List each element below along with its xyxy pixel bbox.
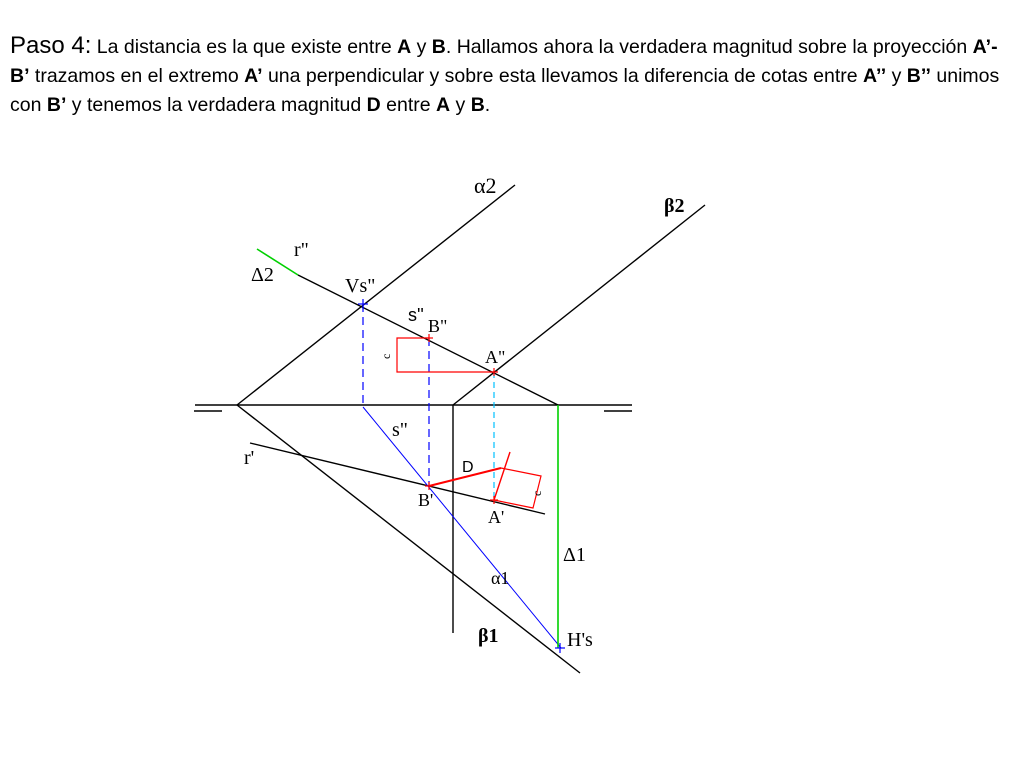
label-r2: r": [294, 239, 309, 261]
step-title: Paso 4: [10, 32, 85, 59]
label-D: D: [462, 459, 474, 476]
label-A1: A': [488, 507, 505, 527]
label-beta1: β1: [478, 625, 499, 647]
label-B2: B": [428, 316, 448, 336]
height-difference-bracket-low: [494, 468, 541, 508]
label-c-low: c: [530, 490, 544, 496]
label-Vs2: Vs": [345, 275, 376, 297]
alpha1-trace: [237, 405, 580, 673]
height-difference-bracket-top: [397, 338, 494, 372]
label-delta2: Δ2: [251, 264, 274, 286]
label-c-top: c: [379, 353, 393, 359]
label-B1: B': [418, 490, 434, 510]
label-delta1: Δ1: [563, 544, 586, 566]
label-s2-top: s'': [408, 305, 424, 325]
instruction-text: Paso 4: La distancia es la que existe entre A y B. Hallamos ahora la verdadera magnitud sobre la proyección A’-B’ trazamos en el extremo A’ una perpendicular y sobre esta llevamos la diferencia de cotas entre A’’ y B’’ unimos con B’ y tenemos la verdadera magnitud D entre A y B.: [10, 32, 1000, 116]
beta2-trace: [453, 205, 705, 405]
label-alpha2: α2: [474, 173, 497, 198]
label-r1: r': [244, 447, 255, 469]
perpendicular-at-A1: [494, 452, 510, 500]
label-beta2: β2: [664, 195, 685, 217]
r2-line: [298, 275, 558, 405]
point-Hs: [555, 643, 565, 653]
label-s2-low: s": [392, 419, 408, 441]
label-Hs: H's: [567, 629, 593, 651]
label-alpha1: α1: [491, 568, 510, 588]
label-A2: A": [485, 347, 506, 367]
